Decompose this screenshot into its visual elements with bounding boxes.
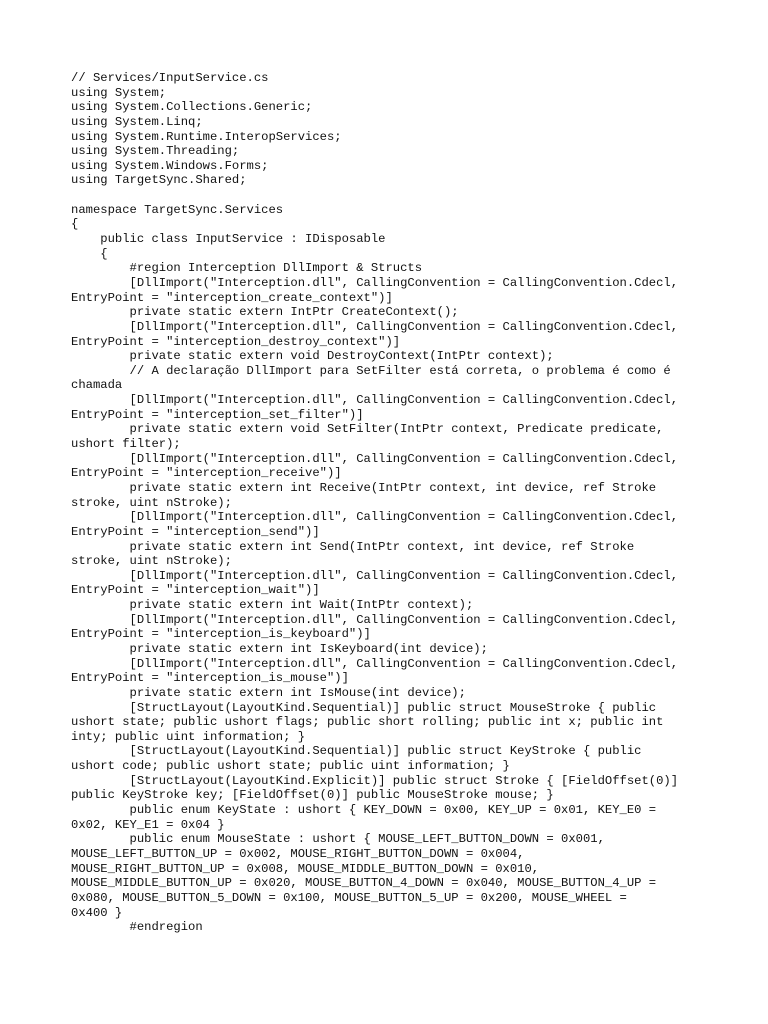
code-line: MOUSE_MIDDLE_BUTTON_UP = 0x020, MOUSE_BUTTON_4_DOWN = 0x040, MOUSE_BUTTON_4_UP = xyxy=(71,876,657,891)
code-line: public enum KeyState : ushort { KEY_DOWN = 0x00, KEY_UP = 0x01, KEY_E0 = xyxy=(71,803,657,818)
code-line: using System; xyxy=(71,85,167,100)
code-line: using System.Linq; xyxy=(71,114,203,129)
code-line: EntryPoint = "interception_is_mouse")] xyxy=(71,671,349,686)
code-line: [DllImport("Interception.dll", CallingConvention = CallingConvention.Cdecl, xyxy=(71,612,679,627)
code-line: [DllImport("Interception.dll", CallingConvention = CallingConvention.Cdecl, xyxy=(71,275,679,290)
code-line: EntryPoint = "interception_set_filter")] xyxy=(71,407,364,422)
code-line: private static extern int IsKeyboard(int device); xyxy=(71,641,488,656)
code-line: stroke, uint nStroke); xyxy=(71,495,232,510)
code-line: EntryPoint = "interception_is_keyboard")] xyxy=(71,627,371,642)
code-line: private static extern void SetFilter(IntPtr context, Predicate predicate, xyxy=(71,422,664,437)
code-line: public KeyStroke key; [FieldOffset(0)] public MouseStroke mouse; } xyxy=(71,788,554,803)
code-line: [StructLayout(LayoutKind.Explicit)] public struct Stroke { [FieldOffset(0)] xyxy=(71,773,679,788)
code-line: [DllImport("Interception.dll", CallingConvention = CallingConvention.Cdecl, xyxy=(71,451,679,466)
code-line: using System.Windows.Forms; xyxy=(71,158,269,173)
code-line: stroke, uint nStroke); xyxy=(71,554,232,569)
code-line: { xyxy=(71,217,79,232)
code-line: [DllImport("Interception.dll", CallingConvention = CallingConvention.Cdecl, xyxy=(71,656,679,671)
code-line: ushort code; public ushort state; public uint information; } xyxy=(71,759,510,774)
code-line: #endregion xyxy=(71,920,203,935)
code-line: [DllImport("Interception.dll", CallingConvention = CallingConvention.Cdecl, xyxy=(71,510,679,525)
code-listing xyxy=(71,71,711,935)
code-line: inty; public uint information; } xyxy=(71,729,306,744)
code-line xyxy=(71,188,711,203)
document-page xyxy=(71,71,711,935)
code-line: using System.Threading; xyxy=(71,144,240,159)
code-line: public enum MouseState : ushort { MOUSE_LEFT_BUTTON_DOWN = 0x001, xyxy=(71,832,605,847)
code-line: MOUSE_RIGHT_BUTTON_UP = 0x008, MOUSE_MIDDLE_BUTTON_DOWN = 0x010, xyxy=(71,861,540,876)
code-line: 0x02, KEY_E1 = 0x04 } xyxy=(71,817,225,832)
code-line: { xyxy=(71,246,108,261)
code-line: ushort filter); xyxy=(71,437,181,452)
code-line: private static extern void DestroyContext(IntPtr context); xyxy=(71,349,554,364)
code-line: [DllImport("Interception.dll", CallingConvention = CallingConvention.Cdecl, xyxy=(71,393,679,408)
code-line: private static extern int Send(IntPtr context, int device, ref Stroke xyxy=(71,539,635,554)
code-line: 0x400 } xyxy=(71,905,123,920)
code-line: using TargetSync.Shared; xyxy=(71,173,247,188)
code-line: private static extern int IsMouse(int device); xyxy=(71,685,466,700)
code-line: public class InputService : IDisposable xyxy=(71,232,386,247)
code-line: [DllImport("Interception.dll", CallingConvention = CallingConvention.Cdecl, xyxy=(71,568,679,583)
code-line: EntryPoint = "interception_send")] xyxy=(71,524,320,539)
code-line: using System.Runtime.InteropServices; xyxy=(71,129,342,144)
code-line: chamada xyxy=(71,378,123,393)
code-line: ushort state; public ushort flags; public short rolling; public int x; public int xyxy=(71,715,664,730)
code-line: #region Interception DllImport & Structs xyxy=(71,261,423,276)
code-line: private static extern int Wait(IntPtr context); xyxy=(71,598,474,613)
code-line: MOUSE_LEFT_BUTTON_UP = 0x002, MOUSE_RIGHT_BUTTON_DOWN = 0x004, xyxy=(71,846,525,861)
code-line: [StructLayout(LayoutKind.Sequential)] public struct MouseStroke { public xyxy=(71,700,657,715)
code-line: // Services/InputService.cs xyxy=(71,71,269,85)
code-line: private static extern IntPtr CreateContext(); xyxy=(71,305,459,320)
code-line: namespace TargetSync.Services xyxy=(71,202,284,217)
code-line: [StructLayout(LayoutKind.Sequential)] public struct KeyStroke { public xyxy=(71,744,642,759)
code-line: EntryPoint = "interception_receive")] xyxy=(71,466,342,481)
code-line: using System.Collections.Generic; xyxy=(71,100,313,115)
code-line: EntryPoint = "interception_create_context")] xyxy=(71,290,393,305)
code-line: 0x080, MOUSE_BUTTON_5_DOWN = 0x100, MOUSE_BUTTON_5_UP = 0x200, MOUSE_WHEEL = xyxy=(71,890,627,905)
code-line: private static extern int Receive(IntPtr context, int device, ref Stroke xyxy=(71,480,657,495)
code-line: EntryPoint = "interception_destroy_context")] xyxy=(71,334,401,349)
code-line: // A declaração DllImport para SetFilter está correta, o problema é como é xyxy=(71,363,671,378)
code-line: [DllImport("Interception.dll", CallingConvention = CallingConvention.Cdecl, xyxy=(71,319,679,334)
code-line: EntryPoint = "interception_wait")] xyxy=(71,583,320,598)
